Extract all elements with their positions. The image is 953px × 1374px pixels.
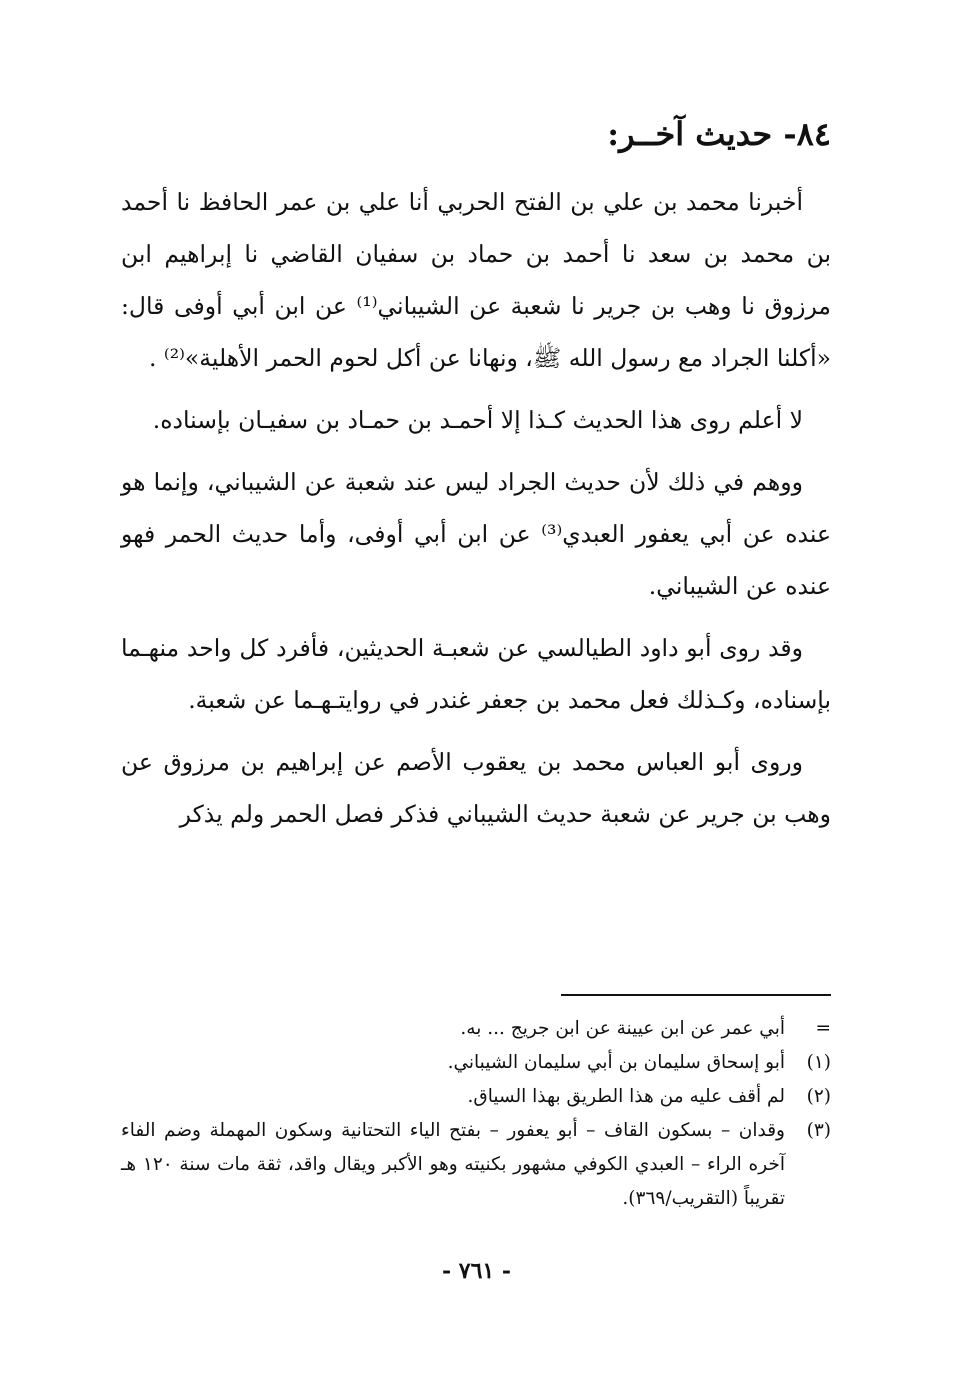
footnote-item <box>121 1012 831 1046</box>
paragraph-tayalisi: وقد روى أبو داود الطيالسي عن شعبـة الحديثين، فأفرد كل واحد منهـما بإسناده، وكـذلك فعل محمد بن جعفر غندر في روايتـهـما عن شعبة. <box>121 634 831 714</box>
main-text <box>121 176 831 850</box>
paragraph-comment: لا أعلم روى هذا الحديث كـذا إلا أحمـد بن حمـاد بن سفيـان بإسناده. <box>152 406 803 434</box>
footnote-item <box>121 1046 831 1080</box>
footnote-text: أبي عمر عن ابن عيينة عن ابن جريج ... به. <box>460 1018 785 1039</box>
footnote-item <box>121 1080 831 1114</box>
hadith-heading: ٨٤- حديث آخــر: <box>607 115 831 153</box>
page-number: - ٧٦١ - <box>441 1258 512 1284</box>
footnote-text: أبو إسحاق سليمان بن أبي سليمان الشيباني. <box>447 1052 785 1073</box>
footnotes <box>121 1012 831 1216</box>
paragraph-isnad: أخبرنا محمد بن علي بن الفتح الحربي أنا علي بن عمر الحافظ نا أحمد بن محمد بن سعد نا أحمد بن حماد بن سفيان القاضي نا إبراهيم ابن مرزوق نا وهب بن جرير نا شعبة عن الشيباني⁽¹⁾ عن ابن أبي أوفى قال: «أكلنا الجراد مع رسول الله ﷺ، ونهانا عن أكل لحوم الحمر الأهلية»⁽²⁾ . <box>121 188 831 372</box>
footnote-marker: (٢) <box>806 1086 831 1107</box>
paragraph-asam: وروى أبو العباس محمد بن يعقوب الأصم عن إبراهيم بن مرزوق عن وهب بن جرير عن شعبة حديث الشيباني فذكر فصل الحمر ولم يذكر <box>121 748 831 828</box>
footnote-marker: (١) <box>806 1052 831 1073</box>
footnote-marker: = <box>815 1018 831 1039</box>
footnote-text: لم أقف عليه من هذا الطريق بهذا السياق. <box>467 1086 785 1107</box>
footnote-separator <box>561 994 831 996</box>
paragraph-error: ووهم في ذلك لأن حديث الجراد ليس عند شعبة عن الشيباني، وإنما هو عنده عن أبي يعفور العبدي⁽³⁾ عن ابن أبي أوفى، وأما حديث الحمر فهو عنده عن الشيباني. <box>121 468 831 600</box>
footnote-text: وقدان – بسكون القاف – أبو يعفور – بفتح الياء التحتانية وسكون المهملة وضم الفاء آخره الراء – العبدي الكوفي مشهور بكنيته وهو الأكبر ويقال واقد، ثقة مات سنة ١٢٠ هـ تقريباً (التقريب/٣٦٩). <box>121 1120 785 1209</box>
footnote-item <box>121 1114 831 1216</box>
footnote-marker: (٣) <box>806 1120 831 1141</box>
